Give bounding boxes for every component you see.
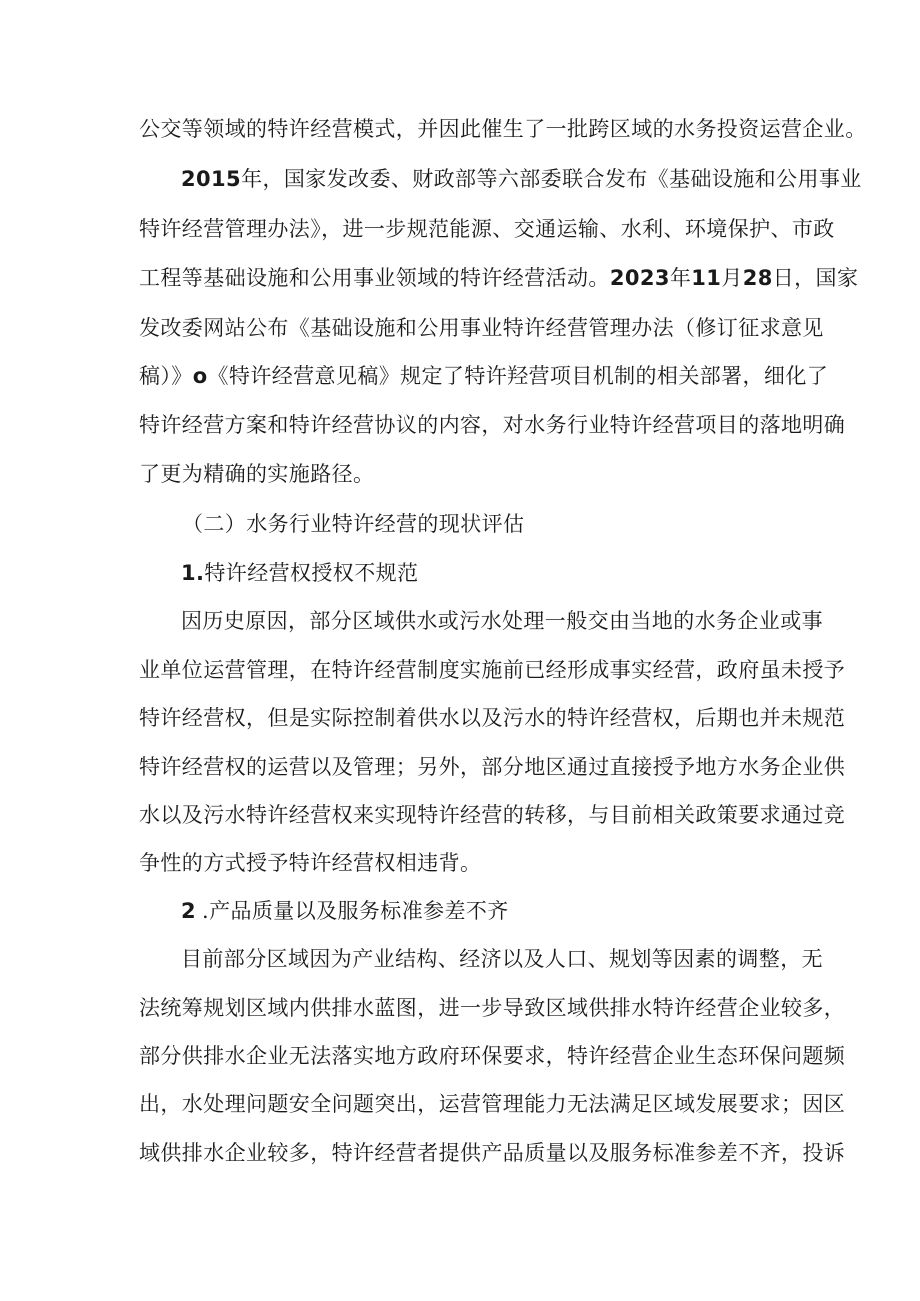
paragraph-line (139, 361, 829, 391)
paragraph-line (181, 164, 862, 194)
paragraph-line (139, 703, 846, 733)
text-run: 稿）》 (139, 364, 193, 388)
text-run: 工程等基础设施和公用事业领域的特许经营活动。 (139, 266, 610, 290)
paragraph-line (139, 1089, 846, 1119)
text-run: 出，水处理问题安全问题突出，运营管理能力无法满足区域发展要求；因区 (139, 1092, 846, 1116)
text-run: 水以及污水特许经营权来实现特许经营的转移，与目前相关政策要求通过竞 (139, 803, 846, 827)
paragraph-line (139, 1138, 846, 1168)
subsection-number: 1. (181, 561, 205, 585)
text-run: 日，国家 (772, 266, 859, 290)
text-run: 公交等领域的特许经营模式，并因此催生了一批跨区域的水务投资运营企业。 (139, 117, 867, 141)
subsection-title: .产品质量以及服务标准参差不齐 (202, 899, 509, 923)
text-run: 特许经营方案和特许经营协议的内容，对水务行业特许经营项目的落地明确 (139, 413, 846, 437)
paragraph-line (139, 214, 835, 244)
text-run: 特许经营管理办法》，进一步规范能源、交通运输、水利、环境保护、市政 (139, 217, 835, 241)
paragraph-line (139, 263, 859, 293)
text-run: 年，国家发改委、财政部等六部委联合发布《基础设施和公用事业 (241, 167, 862, 191)
day-number: 28 (742, 266, 773, 290)
paragraph-line (139, 848, 799, 878)
paragraph-line (139, 459, 799, 489)
paragraph-line (139, 410, 846, 440)
subsection-title: 特许经营权授权不规范 (204, 561, 419, 585)
text-run: 法统筹规划区域内供排水蓝图，进一步导致区域供排水特许经营企业较多， (139, 996, 846, 1020)
text-run: 部分供排水企业无法落实地方政府环保要求，特许经营企业生态环保问题频 (139, 1044, 846, 1068)
paragraph-line (181, 944, 823, 974)
text-run: 月 (721, 266, 743, 290)
text-run: 特许经营权，但是实际控制着供水以及污水的特许经营权，后期也并未规范 (139, 706, 846, 730)
paragraph-line (139, 993, 846, 1023)
subsection-heading (181, 558, 799, 588)
section-heading (182, 509, 842, 539)
paragraph-line (139, 313, 824, 343)
year-number: 2015 (181, 167, 242, 191)
month-number: 11 (691, 266, 722, 290)
text-run: 《特许经营意见稿》规定了特许羟营项目机制的相关部署，细化了 (207, 364, 829, 388)
text-run: 争性的方式授予特许经营权相违背。 (139, 851, 482, 875)
text-run: 目前部分区域因为产业结构、经济以及人口、规划等因素的调整，无 (181, 947, 823, 971)
subsection-heading (181, 896, 799, 926)
text-run: o (192, 364, 208, 388)
text-run: 域供排水企业较多，特许经营者提供产品质量以及服务标准参差不齐，投诉 (139, 1141, 846, 1165)
paragraph-line (139, 1041, 846, 1071)
section-heading-text: （二）水务行业特许经营的现状评估 (182, 512, 525, 536)
text-run: 业单位运营管理，在特许经营制度实施前已经形成事实经营，政府虽未授予 (139, 658, 846, 682)
year-number: 2023 (609, 266, 670, 290)
paragraph-line (139, 800, 846, 830)
paragraph-line (139, 655, 846, 685)
text-run: 发改委网站公布《基础设施和公用事业特许经营管理办法（修订征求意见 (139, 316, 824, 340)
paragraph-line (139, 114, 867, 144)
paragraph-line (181, 606, 823, 636)
text-run: 因历史原因，部分区域供水或污水处理一般交由当地的水务企业或事 (181, 609, 823, 633)
text-run: 年 (669, 266, 692, 290)
paragraph-line (139, 752, 846, 782)
subsection-number: 2 (181, 899, 197, 923)
text-run: 特许经营权的运营以及管理；另外，部分地区通过直接授予地方水务企业供 (139, 755, 846, 779)
text-run: 了更为精确的实施路径。 (139, 462, 375, 486)
